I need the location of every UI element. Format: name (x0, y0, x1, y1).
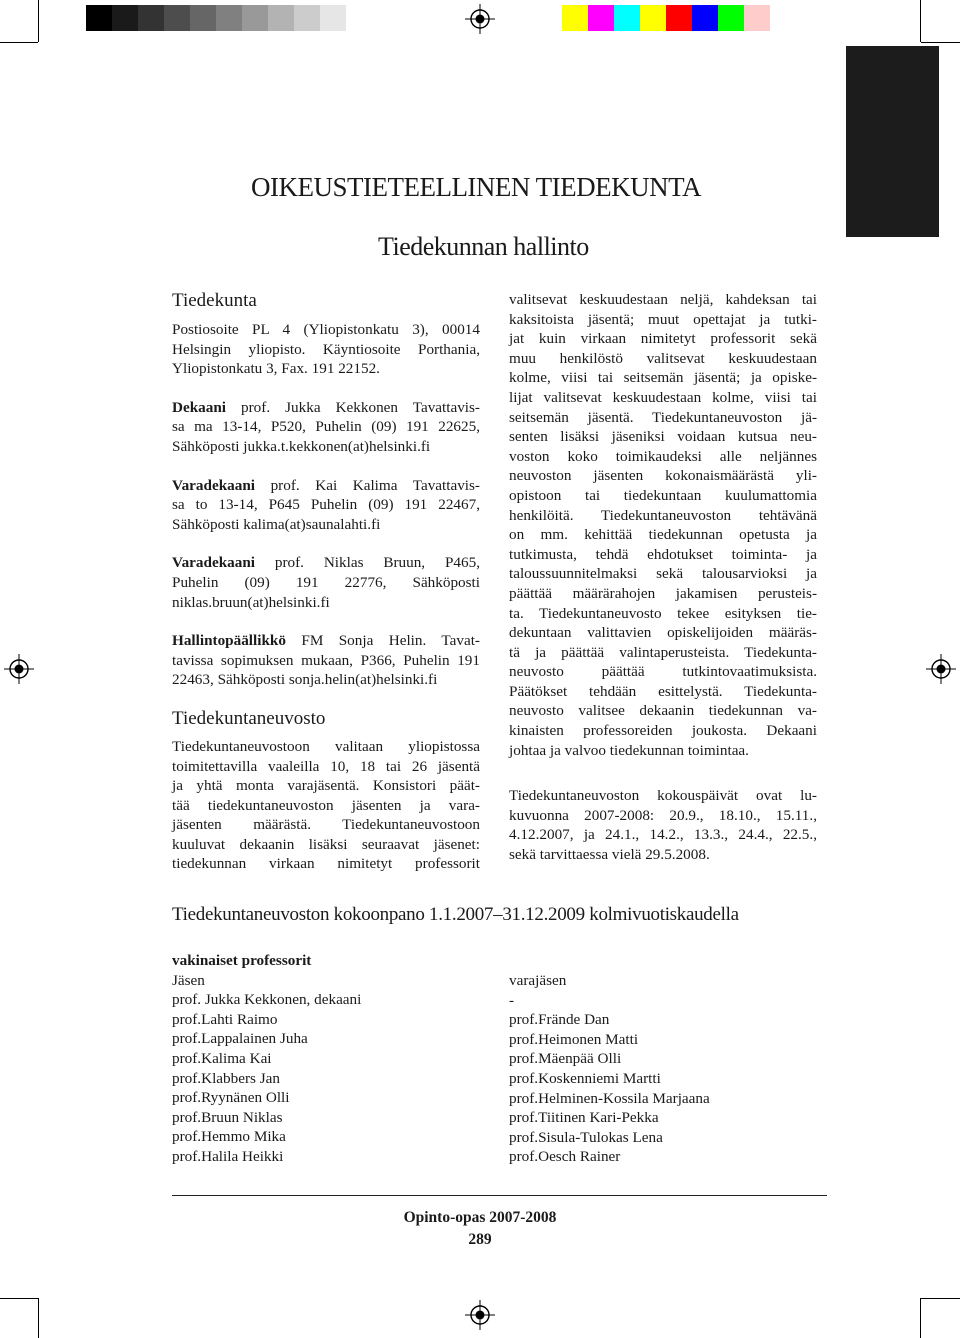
gray-swatch (242, 5, 268, 31)
meetings-line: Tiedekuntaneuvoston kokouspäivät ovat lu- (509, 787, 817, 805)
neuvosto-line: ta. Tiedekuntaneuvosto tekee esityksen tie- (509, 604, 817, 622)
gray-swatch (112, 5, 138, 31)
meetings-line: kuvuonna 2007-2008: 20.9., 18.10., 15.11., (509, 806, 817, 824)
neuvosto-line: taloussuunnitelmaksi sekä talousarvioksi ja (509, 565, 817, 583)
color-swatch (614, 5, 640, 31)
crop-mark (920, 0, 921, 42)
neuvosto-line: tää tiedekuntaneuvoston jäsenten ja vara- (172, 796, 480, 814)
member-item: prof.Ryynänen Olli (172, 1089, 290, 1107)
footer-rule (172, 1195, 827, 1196)
admin-head-line: 22463, Sähköposti sonja.helin(at)helsinki.fi (172, 671, 438, 689)
crop-mark (920, 1298, 921, 1338)
color-swatch (588, 5, 614, 31)
deputy-item: prof.Heimonen Matti (509, 1030, 639, 1048)
crop-mark (0, 1298, 38, 1299)
dean-text: prof. Jukka Kekkonen Tavattavis- (226, 398, 480, 416)
gray-swatch (164, 5, 190, 31)
neuvosto-line: senten lisäksi jäseniksi voidaan kutsua neu- (509, 428, 817, 446)
section-tab (846, 46, 939, 237)
neuvosto-line: voston koko toimikaudeksi alle neljännes (509, 447, 817, 465)
neuvosto-line: lijat valitsevat keskuudestaan kolme, viisi tai (509, 388, 817, 406)
neuvosto-line: henkilöitä. Tiedekuntaneuvoston tehtävänä (509, 506, 817, 524)
deputy-item: prof.Oesch Rainer (509, 1148, 621, 1166)
neuvosto-line: neuvosto valitsee dekaanin tiedekunnan va- (509, 702, 817, 720)
member-item: prof.Klabbers Jan (172, 1069, 280, 1087)
vice-dean-text: prof. Niklas Bruun, P465, (255, 554, 480, 572)
neuvosto-line: Päätökset tehdään esittelystä. Tiedekunta- (509, 682, 817, 700)
address-line: Helsingin yliopisto. Käyntiosoite Porthania, (172, 340, 480, 358)
deputy-item: prof.Koskenniemi Martti (509, 1069, 661, 1087)
member-item: prof.Bruun Niklas (172, 1108, 283, 1126)
neuvosto-heading: Tiedekuntaneuvosto (172, 707, 326, 729)
right-column (509, 290, 817, 865)
guide-title: Opinto-opas 2007-2008 (403, 1209, 557, 1226)
neuvosto-line: Tiedekuntaneuvostoon valitaan yliopistossa (172, 737, 480, 755)
color-swatch (718, 5, 744, 31)
admin-head-line: tavissa sopimuksen mukaan, P366, Puhelin 191 (172, 651, 480, 669)
deputy-item: prof.Frände Dan (509, 1011, 610, 1029)
neuvosto-line: dekuntaan valittavien opiskelijoiden määräs- (509, 624, 817, 642)
dean-line: sa ma 13-14, P520, Puhelin (09) 191 22625, (172, 418, 480, 436)
neuvosto-line: tä ja päättää valintaperusteista. Tiedekunta- (509, 643, 817, 661)
vice-dean-line: Sähköposti kalima(at)saunalahti.fi (172, 515, 381, 533)
deputy-item: prof.Tiitinen Kari-Pekka (509, 1109, 659, 1127)
admin-head-entry (172, 631, 480, 651)
deputy-item: prof.Sisula-Tulokas Lena (509, 1128, 663, 1146)
registration-mark-icon (926, 654, 956, 684)
vice-dean-label: Varadekaani (172, 554, 255, 572)
address-line: Postiosoite PL 4 (Yliopistonkatu 3), 00014 (172, 321, 480, 338)
registration-mark-icon (465, 1300, 495, 1330)
registration-mark-icon (4, 654, 34, 684)
admin-head-text: FM Sonja Helin. Tavat- (285, 632, 480, 650)
gray-swatch (216, 5, 242, 31)
neuvosto-line: ja yhtä monta varajäsentä. Konsistori päät- (172, 777, 480, 795)
gray-swatch (320, 5, 346, 31)
admin-head-label: Hallintopäällikkö (172, 632, 286, 650)
vice-dean-line: Puhelin (09) 191 22776, Sähköposti (172, 573, 480, 591)
member-item: prof.Kalima Kai (172, 1049, 272, 1067)
neuvosto-line: neuvosto päättää tutkintovaatimuksista. (509, 663, 817, 681)
neuvosto-line: seitsemän jäsentä. Tiedekuntaneuvoston jä- (509, 408, 817, 426)
color-swatch (640, 5, 666, 31)
crop-mark (921, 1298, 960, 1299)
crop-mark (38, 0, 39, 42)
vice-dean-line: niklas.bruun(at)helsinki.fi (172, 593, 330, 611)
neuvosto-line: johtaa ja valvoo tiedekunnan toimintaa. (509, 741, 749, 759)
faculty-title: OIKEUSTIETEELLINEN TIEDEKUNTA (251, 172, 701, 202)
deputy-item: prof.Mäenpää Olli (509, 1050, 622, 1068)
neuvosto-line: jäsenten määrästä. Tiedekuntaneuvostoon (172, 816, 480, 834)
member-item: prof. Jukka Kekkonen, dekaani (172, 991, 362, 1009)
group-label-text: vakinaiset professorit (172, 952, 312, 969)
deputy-header: varajäsen (509, 972, 567, 989)
neuvosto-line: kuuluvat dekaanin lisäksi seuraavat jäsenet: (172, 835, 480, 853)
gray-swatch (86, 5, 112, 31)
deputy-item: - (509, 991, 515, 1009)
member-item: prof.Hemmo Mika (172, 1128, 286, 1146)
gray-swatch (190, 5, 216, 31)
dean-entry (172, 398, 480, 418)
left-column (172, 290, 480, 874)
color-swatch (666, 5, 692, 31)
neuvosto-line: kolme, viisi tai seitsemän jäsentä; ja opiske- (509, 369, 817, 387)
color-swatch (692, 5, 718, 31)
neuvosto-line: jat kuin virkaan nimitetyt professorit sekä (509, 330, 817, 348)
tiedekunta-heading: Tiedekunta (172, 290, 257, 311)
member-header: Jäsen (172, 971, 205, 989)
address-line: Yliopistonkatu 3, Fax. 191 22152. (172, 360, 380, 378)
member-item: prof.Lahti Raimo (172, 1010, 278, 1028)
neuvosto-line: kaksitoista jäsentä; muut opettajat ja tutki- (509, 310, 817, 328)
vice-dean-line: sa to 13-14, P645 Puhelin (09) 191 22467, (172, 496, 480, 514)
neuvosto-line: valitsevat keskuudestaan neljä, kahdeksan tai (509, 291, 817, 308)
neuvosto-line: tutkimusta, tehdä ehdotukset toiminta- ja (509, 545, 817, 563)
dean-label: Dekaani (172, 398, 227, 416)
gray-swatch (294, 5, 320, 31)
gray-swatch (138, 5, 164, 31)
neuvosto-line: muu henkilöstö valitsevat keskuudestaan (509, 349, 817, 367)
neuvosto-line: opistoon tai tiedekuntaan kuulumattomia (509, 486, 817, 504)
meetings-line: 4.12.2007, ja 24.1., 14.2., 13.3., 24.4., 22.5., (509, 826, 817, 844)
dean-line: Sähköposti jukka.t.kekkonen(at)helsinki.fi (172, 437, 431, 455)
composition-title: Tiedekuntaneuvoston kokoonpano 1.1.2007–31.12.2009 kolmivuotiskaudella (172, 904, 739, 925)
neuvosto-line: päättää määrärahojen jakamisen perusteis- (509, 584, 817, 602)
vice-dean-entry (172, 553, 480, 573)
neuvosto-line: toimitettavilla vaaleilla 10, 18 tai 26 jäsentä (172, 757, 480, 775)
neuvosto-line: neuvoston jäsenten kokonaismäärästä yli- (509, 467, 817, 485)
group-label (172, 951, 361, 971)
gray-swatch (268, 5, 294, 31)
crop-mark (921, 42, 960, 43)
member-item: prof.Lappalainen Juha (172, 1030, 308, 1048)
color-swatch (744, 5, 770, 31)
crop-mark (0, 42, 38, 43)
deputy-list (509, 971, 710, 1167)
crop-mark (38, 1298, 39, 1338)
member-item: prof.Halila Heikki (172, 1147, 284, 1165)
neuvosto-line: tiedekunnan virkaan nimitetyt professorit (172, 855, 480, 873)
vice-dean-label: Varadekaani (172, 476, 255, 494)
neuvosto-line: on mm. kehittää tiedekunnan opetusta ja (509, 526, 817, 544)
vice-dean-text: prof. Kai Kalima Tavattavis- (255, 476, 480, 494)
neuvosto-line: kinaisten professoreiden joukosta. Dekaani (509, 722, 817, 740)
page-number: 289 (468, 1231, 492, 1248)
registration-mark-icon (465, 4, 495, 34)
vice-dean-entry (172, 476, 480, 496)
section-title: Tiedekunnan hallinto (378, 232, 589, 261)
meetings-line: sekä tarvittaessa vielä 29.5.2008. (509, 846, 710, 864)
color-swatch (562, 5, 588, 31)
deputy-item: prof.Helminen-Kossila Marjaana (509, 1089, 710, 1107)
member-list (172, 951, 361, 1167)
